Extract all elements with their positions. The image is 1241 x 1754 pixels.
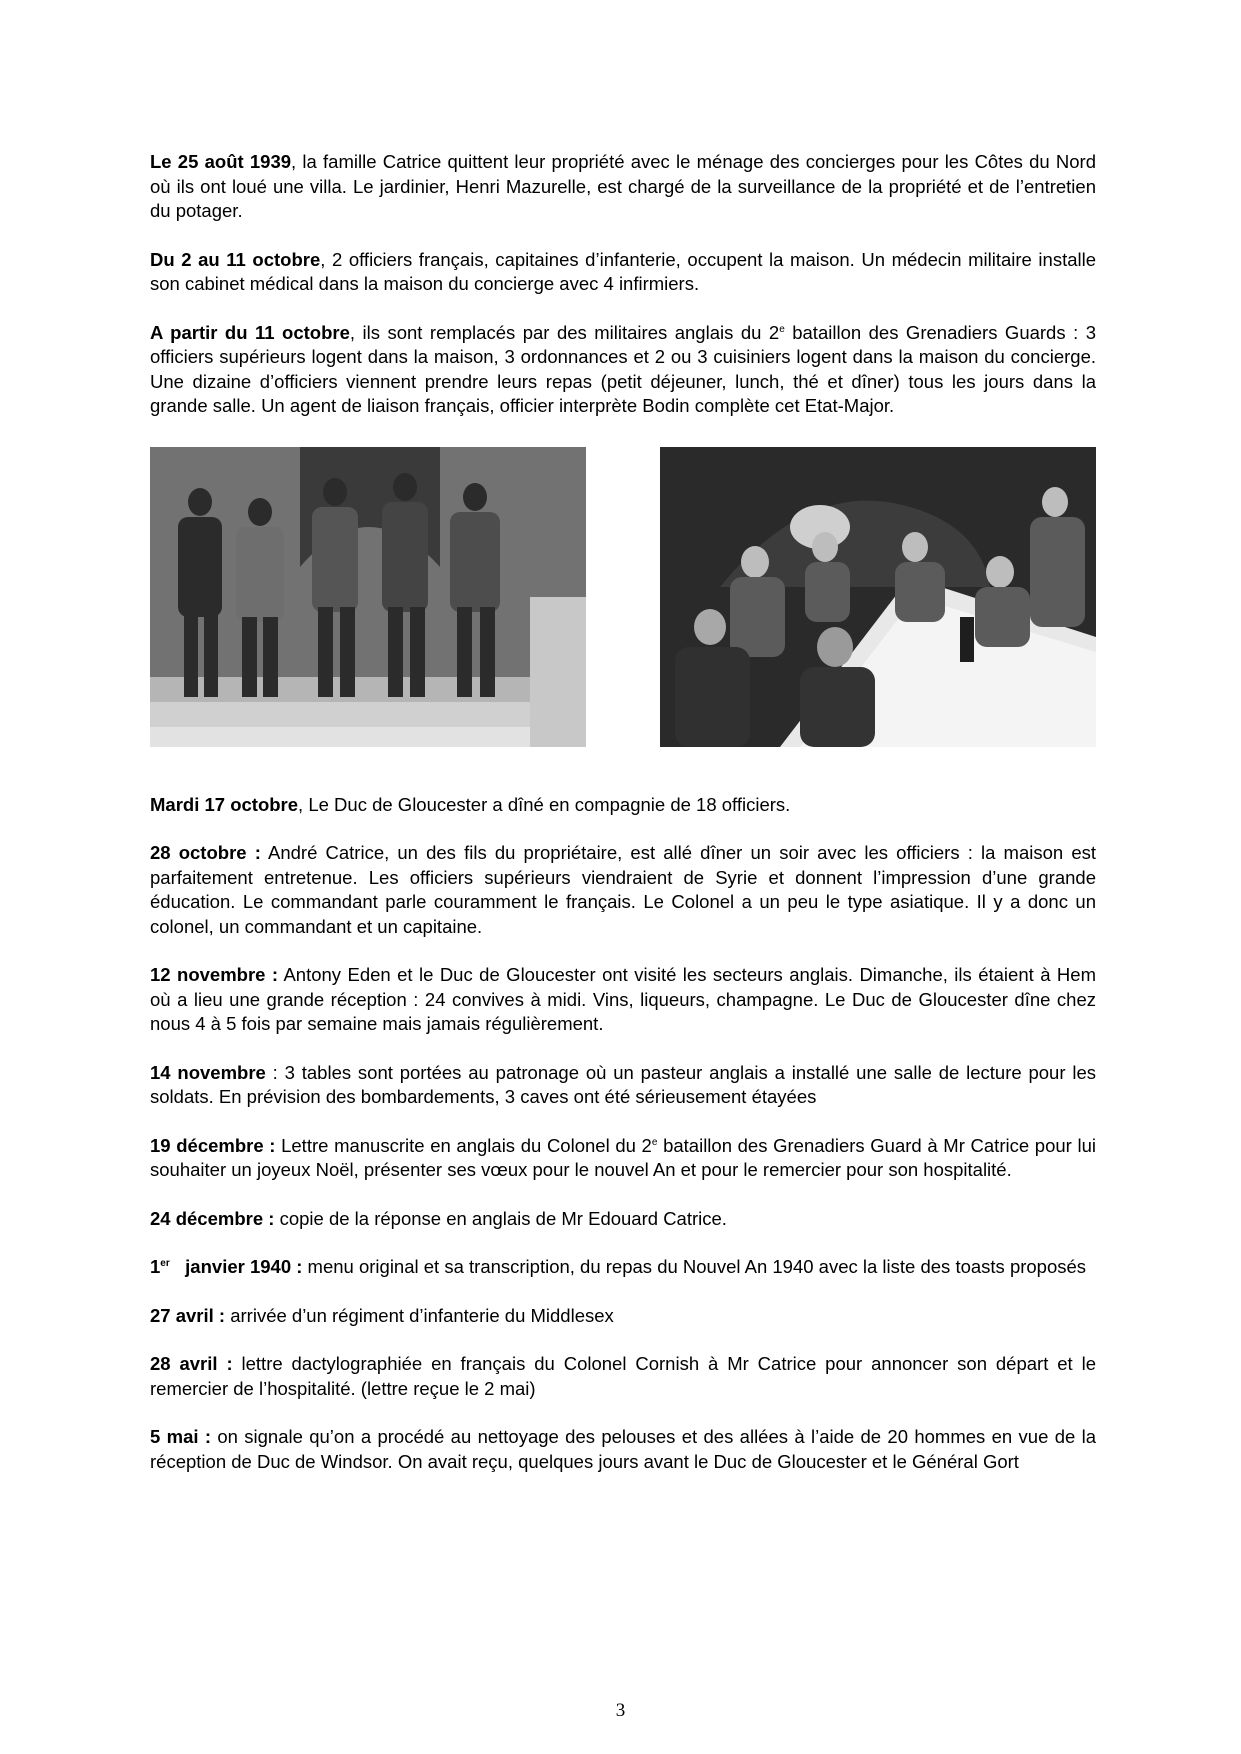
entry-text: menu original et sa transcription, du repas du Nouvel An 1940 avec la liste des toasts proposés <box>302 1256 1087 1277</box>
entry-nov-14 <box>150 1061 1096 1110</box>
ordinal-sup: e <box>779 323 785 335</box>
date-lead: 14 novembre <box>150 1061 266 1083</box>
date-lead: 19 décembre : <box>150 1134 276 1156</box>
entry-text: bataillon des Grenadiers Guard à Mr Catrice pour lui souhaiter un joyeux Noël, présenter ses vœux pour le nouvel An et pour le remercier pour son hospitalité. <box>150 1134 1096 1180</box>
entry-nov-12 <box>150 963 1096 1037</box>
paragraph-text: , ils sont remplacés par des militaires anglais du 2 <box>349 321 780 343</box>
date-lead: 24 décembre : <box>150 1207 275 1229</box>
paragraph-text: , la famille Catrice quittent leur propriété avec le ménage des concierges pour les Côtes du Nord où ils ont loué une villa. Le jardinier, Henri Mazurelle, est chargé de la surveillance de la propriété et de l’entretien du potager. <box>150 151 1097 221</box>
entry-text: André Catrice, un des fils du propriétaire, est allé dîner un soir avec les officiers : la maison est parfaitement entretenue. Les officiers supérieurs viendraient de Syrie et donnent l’impression d’une grande éducation. Le commandant parle couramment le français. Le Colonel a un peu le type asiatique. Il y a donc un colonel, un commandant et un capitaine. <box>150 842 1096 937</box>
paragraph-aug-1939 <box>150 150 1096 224</box>
entry-oct-17 <box>150 793 1096 818</box>
entry-oct-28 <box>150 841 1096 939</box>
entry-jan-1-1940 <box>150 1255 1096 1280</box>
paragraph-from-oct-11 <box>150 321 1096 419</box>
date-lead: Mardi 17 octobre <box>150 793 299 815</box>
date-lead: 28 avril : <box>150 1353 233 1374</box>
date-lead: 27 avril : <box>150 1304 226 1326</box>
date-lead <box>150 1256 302 1277</box>
date-lead: 12 novembre : <box>150 964 279 985</box>
paragraph-text: bataillon des Grenadiers Guards : 3 officiers supérieurs logent dans la maison, 3 ordonnances et 2 ou 3 cuisiniers logent dans la maison du concierge. Une dizaine d’officiers viennent prendre leurs repas (petit déjeuner, lunch, thé et dîner) tous les jours dans la grande salle. Un agent de liaison français, officier interprète Bodin complète cet Etat-Major. <box>150 321 1096 416</box>
page-number: 3 <box>615 1700 626 1721</box>
date-lead: Du 2 au 11 octobre <box>150 248 321 270</box>
date-lead: A partir du 11 octobre <box>150 321 350 343</box>
entry-dec-19 <box>150 1134 1096 1183</box>
photo-officers-group <box>150 447 586 747</box>
photo-officers-dinner <box>660 447 1096 747</box>
date-lead: 5 mai : <box>150 1426 212 1447</box>
paragraph-text: , 2 officiers français, capitaines d’infanterie, occupent la maison. Un médecin militaire installe son cabinet médical dans la maison du concierge avec 4 infirmiers. <box>150 248 1097 294</box>
entry-text: copie de la réponse en anglais de Mr Edouard Catrice. <box>274 1207 727 1229</box>
date-lead: Le 25 août 1939 <box>150 151 292 172</box>
entry-text: on signale qu’on a procédé au nettoyage des pelouses et des allées à l’aide de 20 hommes en vue de la réception de Duc de Windsor. On avait reçu, quelques jours avant le Duc de Gloucester et le Général Gort <box>150 1426 1097 1472</box>
entry-text: , Le Duc de Gloucester a dîné en compagnie de 18 officiers. <box>298 793 791 815</box>
entry-may-5 <box>150 1425 1096 1474</box>
entry-text: Lettre manuscrite en anglais du Colonel du 2 <box>275 1134 652 1156</box>
date-lead-day: 1 <box>150 1256 161 1277</box>
entry-dec-24 <box>150 1207 1096 1232</box>
ordinal-sup: e <box>651 1136 658 1148</box>
entry-text: arrivée d’un régiment d’infanterie du Middlesex <box>225 1304 614 1326</box>
entry-apr-28 <box>150 1352 1096 1401</box>
ordinal-sup: er <box>160 1257 170 1269</box>
document-page <box>150 150 1096 1474</box>
entry-text: Antony Eden et le Duc de Gloucester ont visité les secteurs anglais. Dimanche, ils étaient à Hem où a lieu une grande réception : 24 convives à midi. Vins, liqueurs, champagne. Le Duc de Gloucester dîne chez nous 4 à 5 fois par semaine mais jamais régulièrement. <box>150 964 1096 1034</box>
paragraph-oct-2-11 <box>150 248 1096 297</box>
entry-text: : 3 tables sont portées au patronage où un pasteur anglais a installé une salle de lecture pour les soldats. En prévision des bombardements, 3 caves ont été sérieusement étayées <box>150 1061 1096 1107</box>
date-lead-month: janvier 1940 : <box>169 1256 303 1277</box>
date-lead: 28 octobre : <box>150 842 261 863</box>
photo-row <box>150 447 1096 747</box>
entry-apr-27 <box>150 1304 1096 1329</box>
entry-text: lettre dactylographiée en français du Colonel Cornish à Mr Catrice pour annoncer son départ et le remercier de l’hospitalité. (lettre reçue le 2 mai) <box>150 1353 1096 1399</box>
